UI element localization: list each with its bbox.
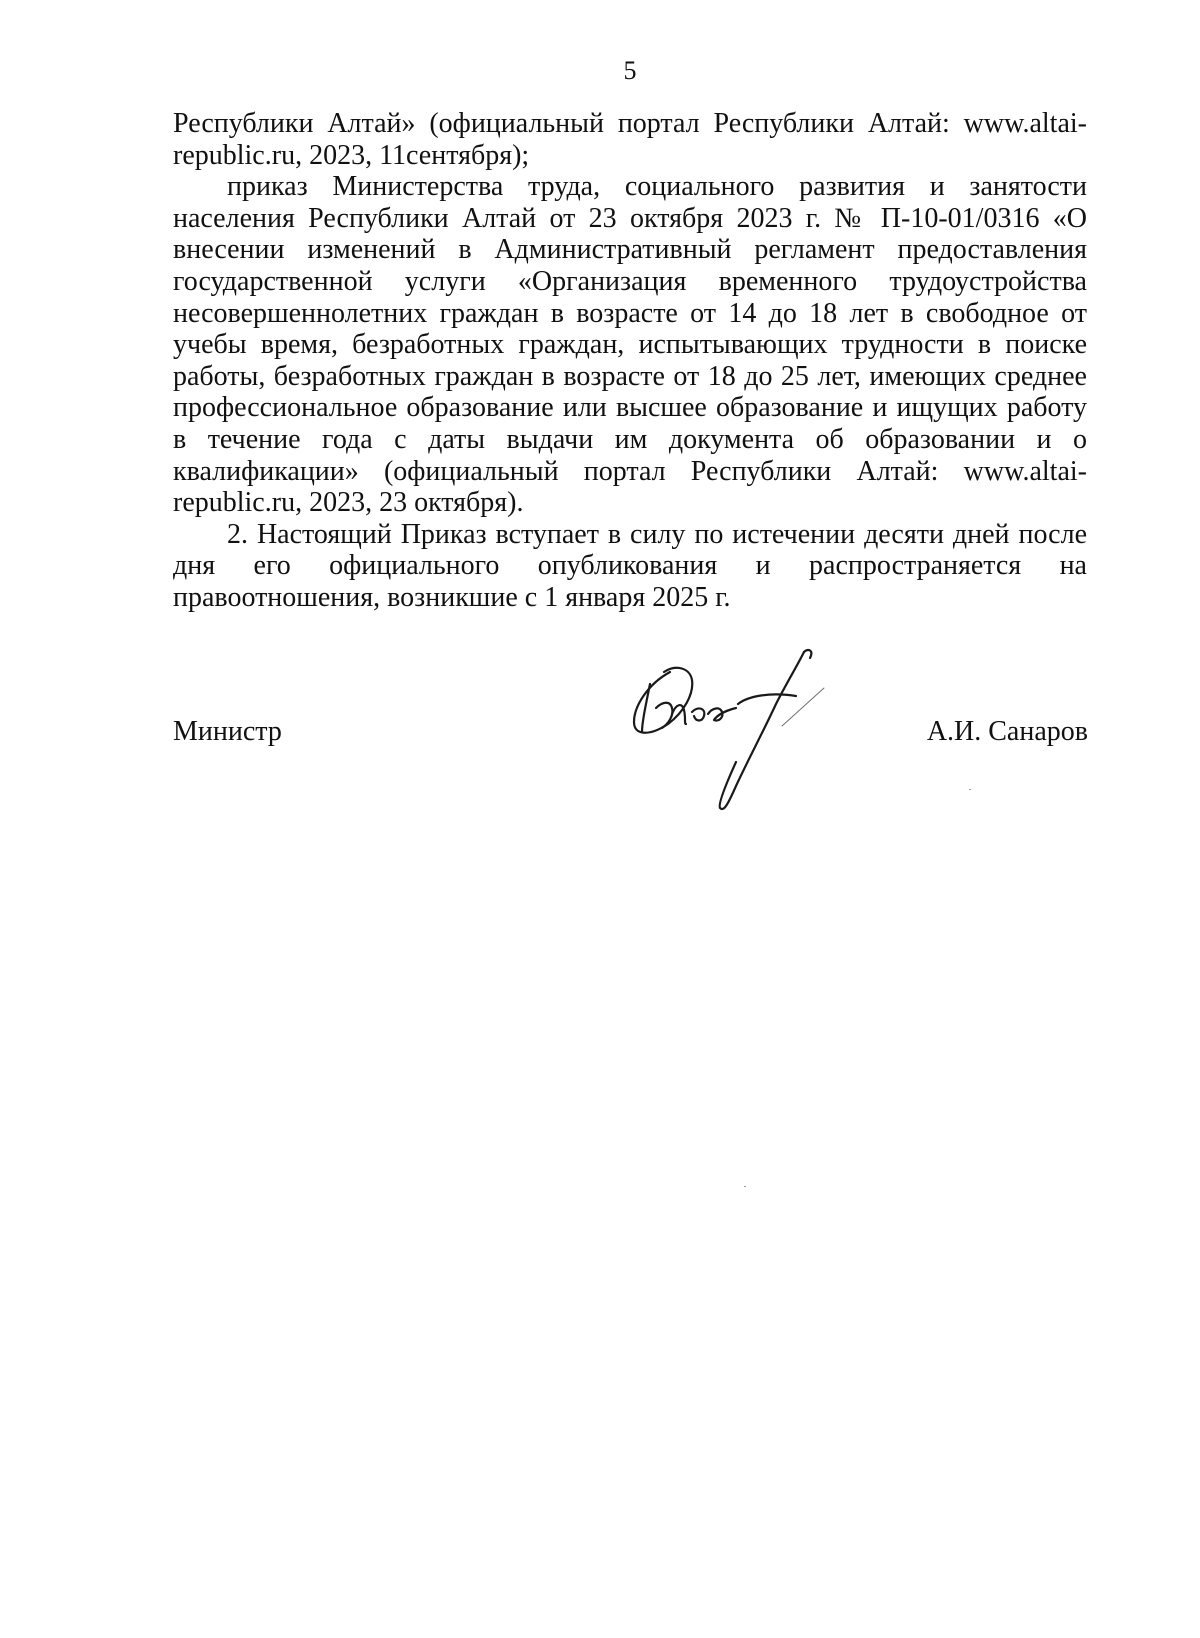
document-body xyxy=(173,108,1087,614)
paragraph-publication-reference: Республики Алтай» (официальный портал Республики Алтай: www.altai-republic.ru, 2023, 11сентября); xyxy=(173,108,1087,171)
scan-speck xyxy=(969,789,971,790)
signatory-name: А.И. Санаров xyxy=(926,716,1088,747)
paragraph-entry-into-force: 2. Настоящий Приказ вступает в силу по истечении десяти дней после дня его официального опубликования и распространяется на правоотношения, возникшие с 1 января 2025 г. xyxy=(173,518,1087,613)
handwritten-signature xyxy=(628,644,848,816)
signatory-position: Министр xyxy=(173,716,282,747)
page-number: 5 xyxy=(623,56,637,85)
paragraph-order-amendment: приказ Министерства труда, социального развития и занятости населения Республики Алтай от 23 октября 2023 г. № П-10-01/0316 «О внесении изменений в Административный регламент предоставления государственной услуги «Организация временного трудоустройства несовершеннолетних граждан в возрасте от 14 до 18 лет в свободное от учебы время, безработных граждан, испытывающих трудности в поиске работы, безработных граждан в возрасте от 18 до 25 лет, имеющих среднее профессиональное образование или высшее образование и ищущих работу в течение года с даты выдачи им документа об образовании и о квалификации» (официальный портал Республики Алтай: www.altai-republic.ru, 2023, 23 октября). xyxy=(173,171,1087,519)
scan-speck xyxy=(744,1186,746,1187)
